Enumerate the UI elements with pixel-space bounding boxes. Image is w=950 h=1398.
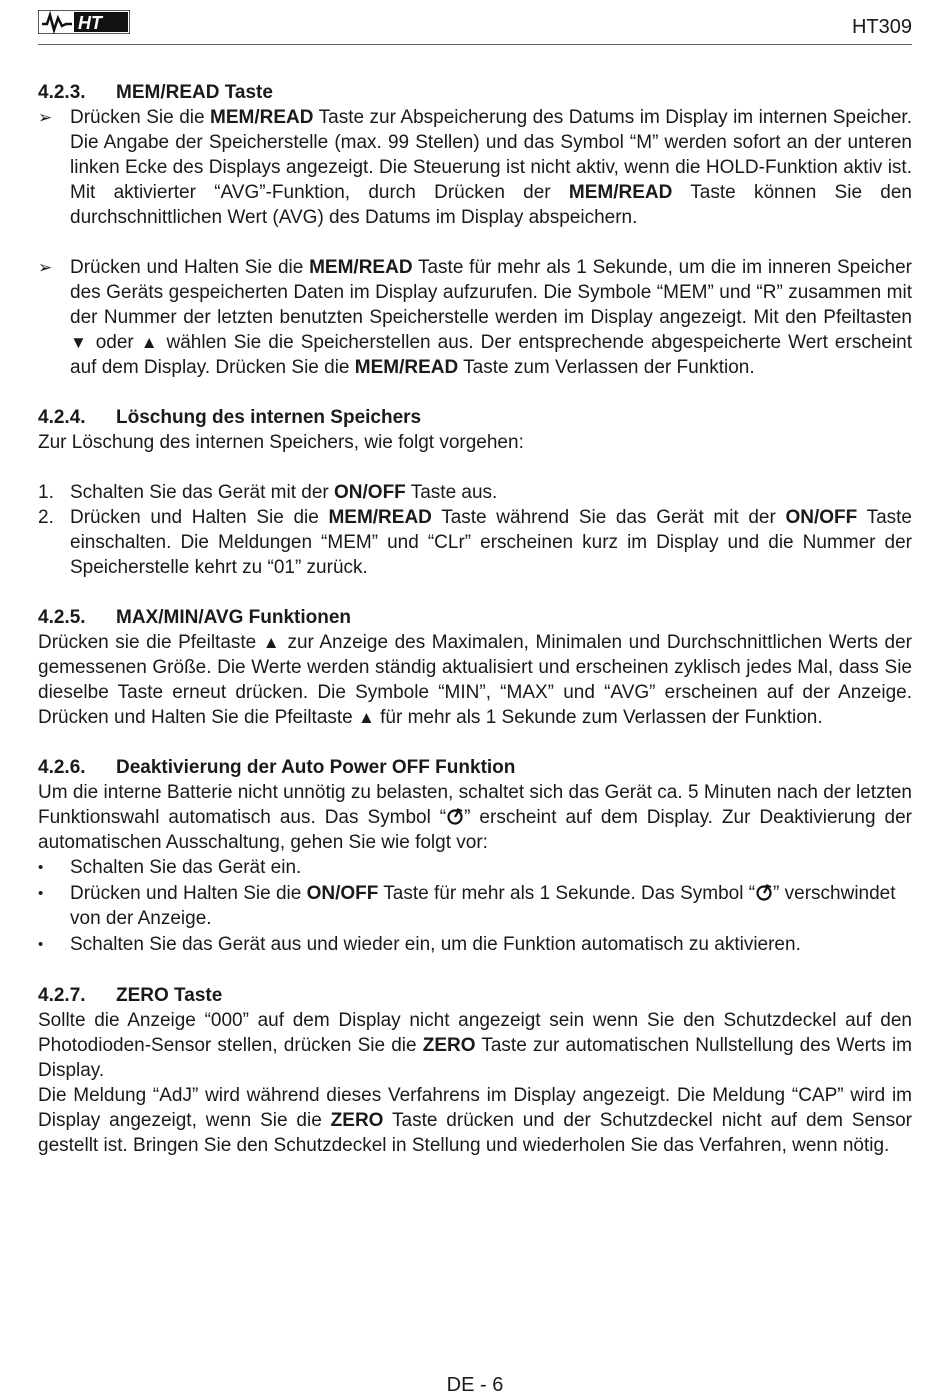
down-arrow-icon: ▼ (70, 333, 89, 352)
text: Drücken sie die Pfeiltaste (38, 632, 263, 653)
text: für mehr als 1 Sekunde zum Verlassen der Funktion. (374, 707, 823, 728)
ht-logo (38, 10, 130, 34)
key-name: MEM/READ (568, 182, 673, 203)
section-number: 4.2.7. (38, 985, 86, 1006)
list-item (38, 105, 912, 230)
text: Taste drücken und der Schutzdeckel nicht auf dem Sensor gestellt ist. Bringen Sie den Schutzdeckel in Stellung und wiederholen Sie das Verfahren, wenn nötig. (38, 1110, 912, 1156)
section-number: 4.2.6. (38, 757, 86, 778)
text: Taste einschalten. Die Meldungen “MEM” und “CLr” erscheinen kurz im Display und die Nummer der Speicherstelle kehrt zu “01” zurück. (70, 507, 912, 578)
text: Schalten Sie das Gerät aus und wieder ein, um die Funktion automatisch zu aktivieren. (70, 934, 801, 955)
key-name: ZERO (330, 1110, 384, 1131)
paragraph (38, 1083, 912, 1158)
list-item (38, 881, 912, 931)
text: Sollte die Anzeige “000” auf dem Display nicht angezeigt sein wenn Sie den Schutzdeckel auf den Photodioden-Sensor stellen, drücken Sie die (38, 1010, 912, 1056)
up-arrow-icon: ▲ (262, 633, 281, 652)
text: ” erscheint auf dem Display. Zur Deaktivierung der automatischen Ausschaltung, gehen Sie wie folgt vor: (38, 807, 913, 853)
arrow-bullet-icon: ➢ (38, 258, 53, 277)
text: Taste zum Verlassen der Funktion. (458, 357, 755, 378)
key-name: MEM/READ (309, 257, 413, 278)
key-name: MEM/READ (210, 107, 314, 128)
paragraph (38, 1008, 912, 1083)
text: Schalten Sie das Gerät ein. (70, 857, 302, 878)
page-content (38, 80, 912, 1158)
list-item (38, 855, 912, 880)
key-name: ON/OFF (306, 883, 379, 904)
auto-power-off-icon (446, 807, 464, 825)
page-number: DE - 6 (446, 1374, 504, 1396)
up-arrow-icon: ▲ (358, 708, 375, 727)
arrow-bullet-icon: ➢ (38, 108, 53, 127)
text: Um die interne Batterie nicht unnötig zu belasten, schaltet sich das Gerät ca. 5 Minuten nach der letzten Funktionswahl automatisch aus. Das Symbol “ (38, 782, 912, 828)
key-name: ON/OFF (334, 482, 406, 503)
list-item (38, 505, 912, 580)
text: Taste zur automatischen Nullstellung des Werts im Display. (38, 1035, 912, 1081)
page-header (38, 8, 912, 45)
text: zur Anzeige des Maximalen, Minimalen und Durchschnittlichen Werts der gemessenen Größe. Die Werte werden ständig aktualisiert und erscheinen zyklisch jedes Mal, dass Sie dieselbe Taste erneut drücken. Die Symbole “MIN”, “MAX” und “AVG” erscheinen auf der Anzeige. Drücken und Halten Sie die Pfeiltaste (38, 632, 912, 728)
bullet: • (38, 859, 44, 876)
text: Taste zur Abspeicherung des Datums im Display im internen Speicher. Die Angabe der Speicherstelle (max. 99 Stellen) und das Symbol “M” werden sofort an der unteren linken Ecke des Displays angezeigt. Die Steuerung ist nicht aktiv, wenn die HOLD-Funktion aktiv ist. Mit aktivierter “AVG”-Funktion, durch Drücken der (70, 107, 912, 203)
bullet: • (38, 885, 44, 902)
section-number: 4.2.4. (38, 407, 86, 428)
text: Die Meldung “AdJ” wird während dieses Verfahrens im Display angezeigt. Die Meldung “CAP” wird im Display angezeigt, wenn Sie die (38, 1085, 912, 1131)
section-424-title (38, 405, 912, 430)
section-title-text: ZERO Taste (116, 985, 223, 1006)
section-423-title (38, 80, 912, 105)
bullet: • (38, 936, 44, 953)
list-item (38, 255, 912, 380)
up-arrow-icon: ▲ (140, 333, 160, 352)
key-name: ON/OFF (785, 507, 858, 528)
text: Schalten Sie das Gerät mit der (70, 482, 335, 503)
text: Taste können Sie den durchschnittlichen Wert (AVG) des Datums im Display abspeichern. (70, 182, 912, 228)
text: Taste während Sie das Gerät mit der (431, 507, 786, 528)
section-427-title (38, 983, 912, 1008)
section-425-title (38, 605, 912, 630)
key-name: MEM/READ (328, 507, 432, 528)
text: oder (88, 332, 141, 353)
text: Taste aus. (405, 482, 498, 503)
section-title-text: MEM/READ Taste (116, 82, 273, 103)
section-number: 4.2.3. (38, 82, 86, 103)
section-title-text: Deaktivierung der Auto Power OFF Funktion (116, 757, 516, 778)
section-title-text: MAX/MIN/AVG Funktionen (116, 607, 352, 628)
text: Taste für mehr als 1 Sekunde. Das Symbol “ (378, 883, 756, 904)
key-name: MEM/READ (354, 357, 459, 378)
paragraph: Zur Löschung des internen Speichers, wie folgt vorgehen: (38, 432, 524, 453)
paragraph (38, 780, 912, 855)
text: Taste für mehr als 1 Sekunde, um die im inneren Speicher des Geräts gespeicherten Daten im Display aufzurufen. Die Symbole “MEM” und “R” zusammen mit der Nummer der letzten benutzten Speicherstelle werden im Display angezeigt. Mit den Pfeiltasten (70, 257, 912, 328)
section-number: 4.2.5. (38, 607, 86, 628)
text: wählen Sie die Speicherstellen aus. Der entsprechende abgespeicherte Wert erscheint auf dem Display. Drücken Sie die (70, 332, 913, 378)
list-number: 1. (38, 482, 54, 503)
paragraph (38, 630, 912, 730)
text: Drücken und Halten Sie die (70, 507, 329, 528)
list-item (38, 480, 912, 505)
section-426-title (38, 755, 912, 780)
list-number: 2. (38, 507, 54, 528)
text: Drücken und Halten Sie die (70, 883, 307, 904)
text: Drücken Sie die (70, 107, 211, 128)
logo-text: HT (78, 13, 102, 33)
section-title-text: Löschung des internen Speichers (116, 407, 422, 428)
key-name: ZERO (422, 1035, 476, 1056)
list-item (38, 932, 912, 957)
auto-power-off-icon (755, 883, 773, 901)
text: ” verschwindet von der Anzeige. (70, 883, 896, 929)
text: Drücken und Halten Sie die (70, 257, 310, 278)
model-name: HT309 (851, 16, 912, 38)
